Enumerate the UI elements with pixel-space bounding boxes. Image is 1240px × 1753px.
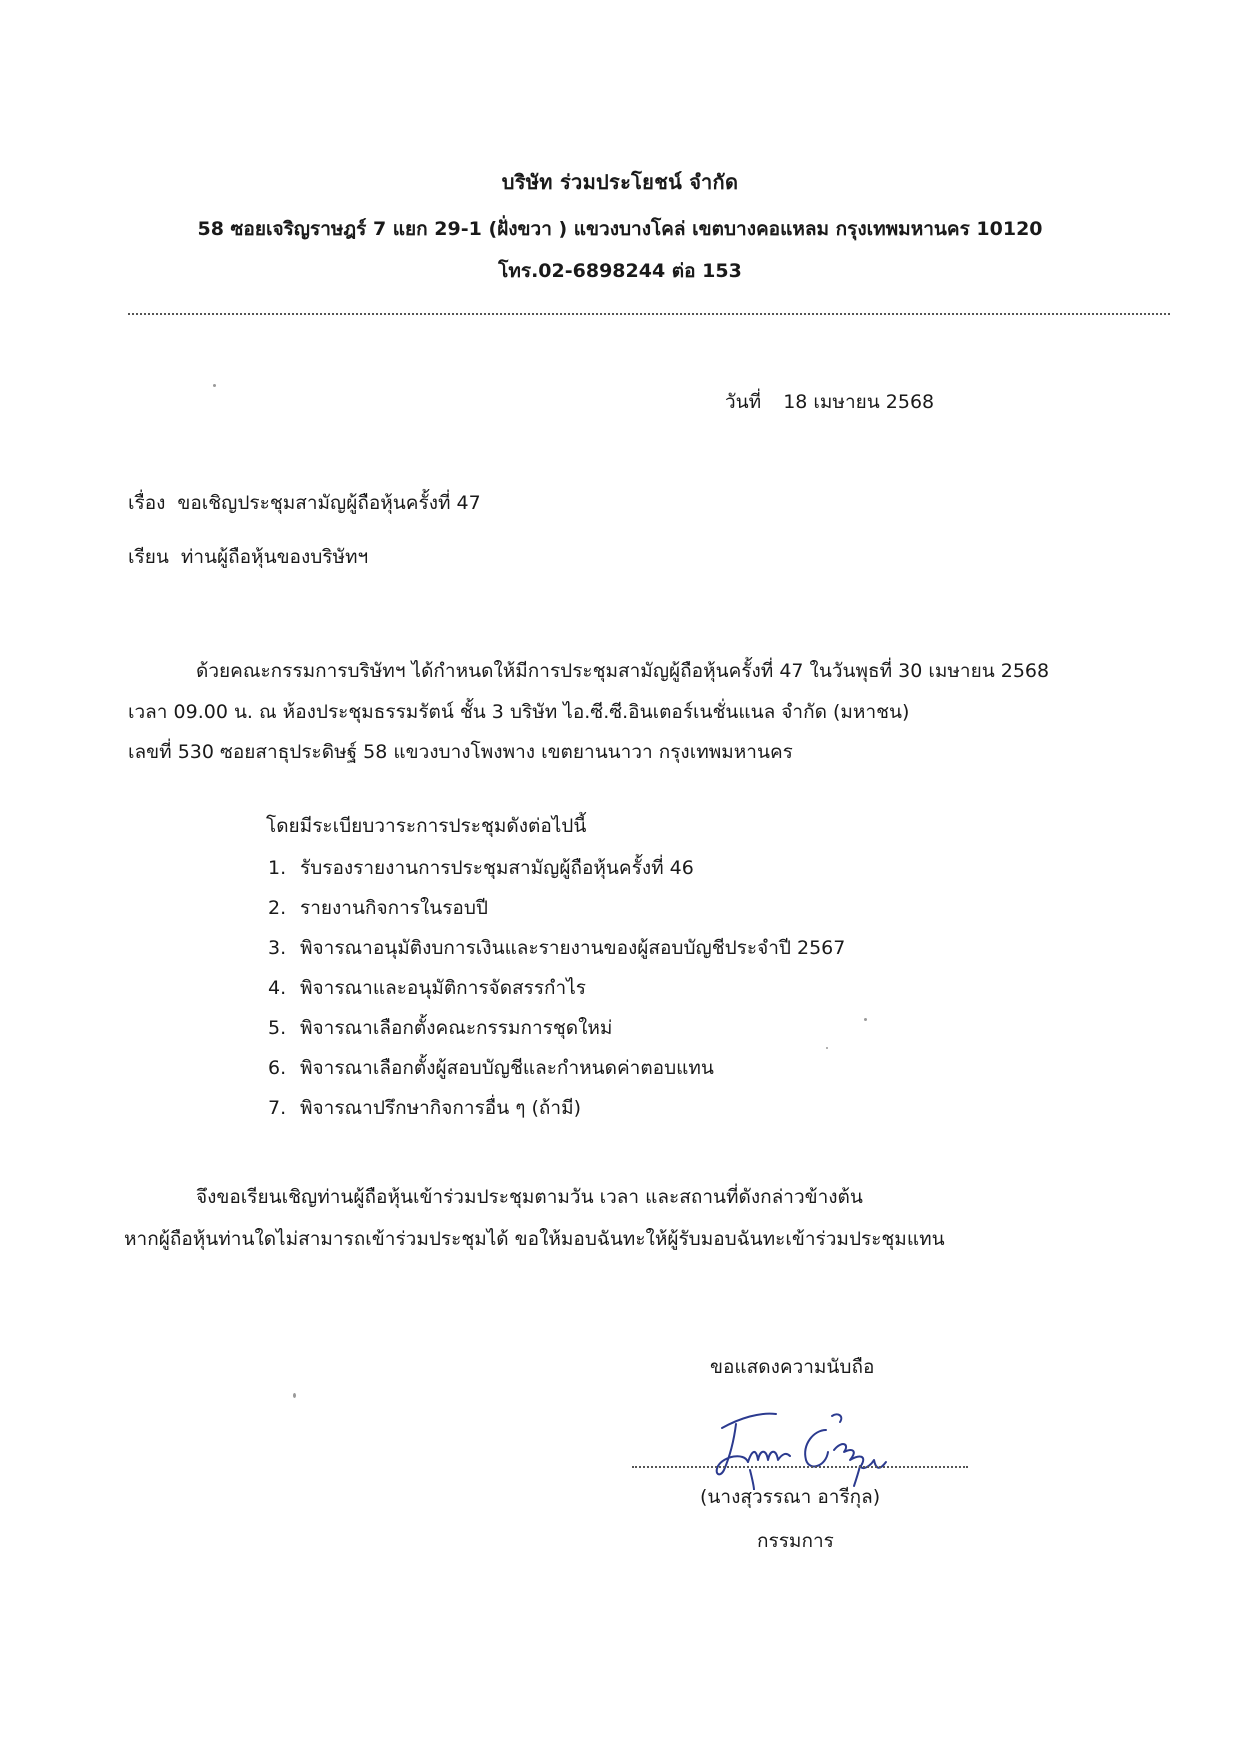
signer-title: กรรมการ bbox=[757, 1530, 834, 1552]
scan-speck bbox=[293, 1393, 296, 1398]
agenda-text: พิจารณาปรึกษากิจการอื่น ๆ (ถ้ามี) bbox=[300, 1097, 582, 1119]
agenda-text: พิจารณาอนุมัติงบการเงินและรายงานของผู้สอบบัญชีประจำปี 2567 bbox=[300, 937, 846, 959]
body-line: เลขที่ 530 ซอยสาธุประดิษฐ์ 58 แขวงบางโพงพาง เขตยานนาวา กรุงเทพมหานคร bbox=[128, 741, 793, 763]
agenda-number: 4. bbox=[268, 977, 287, 999]
scan-speck bbox=[826, 1047, 828, 1049]
date-line bbox=[725, 387, 934, 417]
recipient-text: ท่านผู้ถือหุ้นของบริษัทฯ bbox=[180, 546, 369, 568]
agenda-text: พิจารณาและอนุมัติการจัดสรรกำไร bbox=[300, 977, 586, 999]
recipient-label: เรียน bbox=[128, 546, 169, 568]
subject-line bbox=[128, 488, 481, 518]
agenda-intro: โดยมีระเบียบวาระการประชุมดังต่อไปนี้ bbox=[266, 815, 587, 837]
agenda-number: 5. bbox=[268, 1017, 287, 1039]
agenda-item bbox=[268, 1093, 581, 1123]
recipient-line bbox=[128, 542, 368, 572]
closing-regards: ขอแสดงความนับถือ bbox=[710, 1356, 875, 1378]
agenda-text: รับรองรายงานการประชุมสามัญผู้ถือหุ้นครั้งที่ 46 bbox=[300, 857, 694, 879]
agenda-text: พิจารณาเลือกตั้งผู้สอบบัญชีและกำหนดค่าตอบแทน bbox=[300, 1057, 714, 1079]
body-line: เวลา 09.00 น. ณ ห้องประชุมธรรมรัตน์ ชั้น 3 บริษัท ไอ.ซี.ซี.อินเตอร์เนชั่นแนล จำกัด (มหาชน) bbox=[128, 701, 910, 723]
agenda-number: 7. bbox=[268, 1097, 287, 1119]
agenda-number: 6. bbox=[268, 1057, 287, 1079]
company-address: 58 ซอยเจริญราษฎร์ 7 แยก 29-1 (ฝั่งขวา ) แขวงบางโคล่ เขตบางคอแหลม กรุงเทพมหานคร 10120 bbox=[197, 218, 1043, 240]
agenda-item bbox=[268, 933, 845, 963]
signature-icon bbox=[690, 1400, 910, 1490]
signature-dotted-line bbox=[632, 1466, 968, 1468]
agenda-number: 3. bbox=[268, 937, 287, 959]
letterhead-divider bbox=[128, 313, 1170, 315]
agenda-item bbox=[268, 1053, 714, 1083]
subject-label: เรื่อง bbox=[128, 492, 166, 514]
company-phone: โทร.02-6898244 ต่อ 153 bbox=[498, 260, 742, 282]
subject-text: ขอเชิญประชุมสามัญผู้ถือหุ้นครั้งที่ 47 bbox=[177, 492, 481, 514]
agenda-item bbox=[268, 853, 694, 883]
agenda-item bbox=[268, 893, 488, 923]
body-line: ด้วยคณะกรรมการบริษัทฯ ได้กำหนดให้มีการประชุมสามัญผู้ถือหุ้นครั้งที่ 47 ในวันพุธที่ 30 เมษายน 2568 bbox=[196, 660, 1050, 682]
handwritten-signature bbox=[690, 1400, 910, 1494]
agenda-text: พิจารณาเลือกตั้งคณะกรรมการชุดใหม่ bbox=[300, 1017, 613, 1039]
agenda-number: 2. bbox=[268, 897, 287, 919]
closing-line: จึงขอเรียนเชิญท่านผู้ถือหุ้นเข้าร่วมประชุมตามวัน เวลา และสถานที่ดังกล่าวข้างต้น bbox=[196, 1186, 863, 1208]
agenda-number: 1. bbox=[268, 857, 287, 879]
agenda-item bbox=[268, 973, 586, 1003]
closing-line: หากผู้ถือหุ้นท่านใดไม่สามารถเข้าร่วมประชุมได้ ขอให้มอบฉันทะให้ผู้รับมอบฉันทะเข้าร่วมประชุมแทน bbox=[124, 1228, 945, 1250]
scan-speck bbox=[864, 1018, 867, 1021]
date-label: วันที่ bbox=[725, 391, 762, 413]
signer-name: (นางสุวรรณา อารีกุล) bbox=[700, 1486, 881, 1508]
date-value: 18 เมษายน 2568 bbox=[783, 391, 935, 413]
agenda-item bbox=[268, 1013, 612, 1043]
scan-speck bbox=[213, 384, 216, 387]
agenda-text: รายงานกิจการในรอบปี bbox=[300, 897, 488, 919]
company-name: บริษัท ร่วมประโยชน์ จำกัด bbox=[501, 170, 739, 194]
